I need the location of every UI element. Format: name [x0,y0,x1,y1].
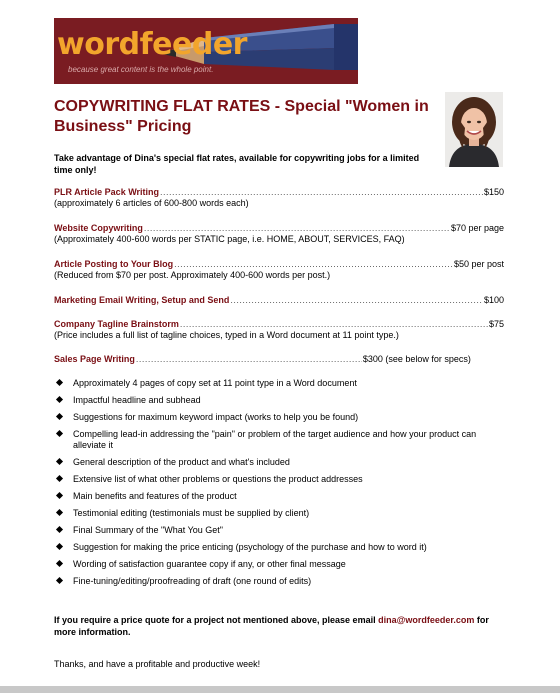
diamond-bullet-icon [56,379,63,386]
list-item: Compelling lead-in addressing the "pain" or problem of the target audience and how your product can alleviate it [56,429,506,451]
rate-plr-article-pack [54,187,504,209]
rate-company-tagline [54,319,504,341]
price-quote-note: If you require a price quote for a project not mentioned above, please email dina@wordfeeder.com for more information. [54,615,489,637]
wordfeeder-logo [54,18,358,84]
rate-price: $150 [483,187,504,197]
sales-page-specs-list [56,378,506,593]
list-item: Main benefits and features of the product [56,491,506,502]
diamond-bullet-icon [56,560,63,567]
diamond-bullet-icon [56,413,63,420]
page-bottom-edge [0,686,560,693]
diamond-bullet-icon [56,509,63,516]
contact-email-link[interactable]: dina@wordfeeder.com [378,615,475,625]
rate-price: $70 per page [450,223,504,233]
list-item: Approximately 4 pages of copy set at 11 point type in a Word document [56,378,506,389]
list-item: Extensive list of what other problems or questions the product addresses [56,474,506,485]
diamond-bullet-icon [56,492,63,499]
rate-price: $75 [488,319,504,329]
diamond-bullet-icon [56,430,63,437]
diamond-bullet-icon [56,475,63,482]
list-item: Suggestion for making the price enticing (psychology of the purchase and how to word it) [56,542,506,553]
rate-name: Article Posting to Your Blog [54,259,174,269]
rate-name: Company Tagline Brainstorm [54,319,179,329]
list-item: Testimonial editing (testimonials must be supplied by client) [56,508,506,519]
intro-text: Take advantage of Dina's special flat rates, available for copywriting jobs for a limited time only! [54,153,420,175]
logo-tagline: because great content is the whole point. [68,65,214,74]
list-item: Fine-tuning/editing/proofreading of draft (one round of edits) [56,576,506,587]
list-item: General description of the product and what's included [56,457,506,468]
rate-description: (Price includes a full list of tagline choices, typed in a Word document at 11 point type.) [54,330,399,340]
rate-sales-page [54,354,504,365]
rate-description: (approximately 6 articles of 600-800 words each) [54,198,249,208]
diamond-bullet-icon [56,396,63,403]
author-photo [445,92,503,167]
list-item: Wording of satisfaction guarantee copy if any, or other final message [56,559,506,570]
diamond-bullet-icon [56,458,63,465]
list-item: Impactful headline and subhead [56,395,506,406]
list-item: Final Summary of the "What You Get" [56,525,506,536]
rate-description: (Approximately 400-600 words per STATIC page, i.e. HOME, ABOUT, SERVICES, FAQ) [54,234,405,244]
closing-text: Thanks, and have a profitable and productive week! [54,659,261,669]
logo-wordmark: wordfeeder [57,27,247,62]
rate-name: Marketing Email Writing, Setup and Send [54,295,230,305]
rate-price: $300 (see below for specs) [362,354,471,364]
rate-website-copywriting [54,223,504,245]
diamond-bullet-icon [56,526,63,533]
rate-description: (Reduced from $70 per post. Approximately 400-600 words per post.) [54,270,331,280]
list-item: Suggestions for maximum keyword impact (works to help you be found) [56,412,506,423]
rate-marketing-email [54,295,504,306]
rate-name: Website Copywriting [54,223,143,233]
rate-name: Sales Page Writing [54,354,135,364]
rate-name: PLR Article Pack Writing [54,187,160,197]
rate-price: $100 [483,295,504,305]
diamond-bullet-icon [56,543,63,550]
rate-price: $50 per post [453,259,504,269]
page-title: COPYWRITING FLAT RATES - Special "Women in Business" Pricing [54,98,429,135]
diamond-bullet-icon [56,577,63,584]
rate-article-posting [54,259,504,281]
